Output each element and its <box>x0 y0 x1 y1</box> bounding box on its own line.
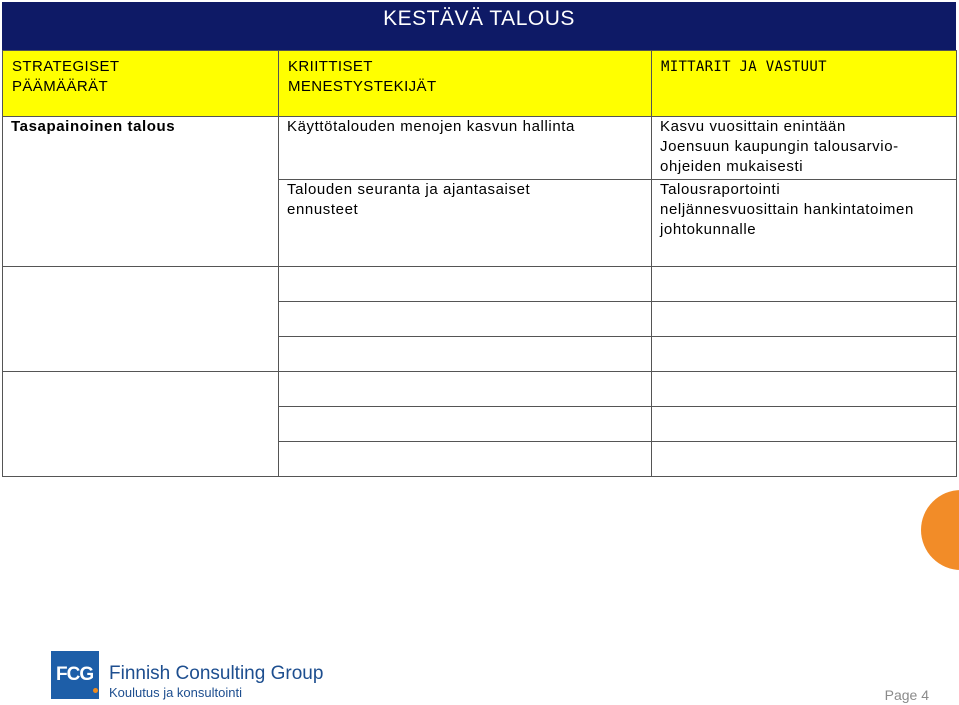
measure-cell: Talousraportointi neljännesvuosittain hankintatoimen johtokunnalle <box>652 180 957 267</box>
header-row <box>3 51 957 117</box>
strategy-table <box>2 50 957 477</box>
company-name: Finnish Consulting Group <box>109 663 324 684</box>
title-bar <box>2 2 956 50</box>
empty-cell <box>279 442 652 477</box>
header-critical-factors: KRIITTISET MENESTYSTEKIJÄT <box>279 51 652 117</box>
empty-cell <box>652 337 957 372</box>
fcg-logo-mark: FCG <box>51 651 99 699</box>
table-row <box>3 117 957 180</box>
empty-cell <box>279 372 652 407</box>
empty-row <box>3 372 957 407</box>
empty-cell <box>652 372 957 407</box>
empty-cell <box>279 337 652 372</box>
page-title: KESTÄVÄ TALOUS <box>383 7 575 30</box>
factor-cell: Käyttötalouden menojen kasvun hallinta <box>279 117 652 180</box>
header-measures: MITTARIT JA VASTUUT <box>652 51 957 117</box>
empty-cell <box>652 267 957 302</box>
empty-cell <box>279 407 652 442</box>
company-tagline: Koulutus ja konsultointi <box>109 685 242 700</box>
measure-cell: Kasvu vuosittain enintään Joensuun kaupungin talousarvio- ohjeiden mukaisesti <box>652 117 957 180</box>
empty-cell <box>652 302 957 337</box>
strategy-sheet <box>2 2 956 476</box>
goal-cell: Tasapainoinen talous <box>3 117 279 267</box>
empty-goal-cell <box>3 267 279 372</box>
logo-dot-icon <box>93 688 98 693</box>
factor-cell: Talouden seuranta ja ajantasaiset ennusteet <box>279 180 652 267</box>
decorative-orange-circle <box>921 490 959 570</box>
empty-cell <box>652 442 957 477</box>
empty-cell <box>279 302 652 337</box>
empty-goal-cell <box>3 372 279 477</box>
empty-cell <box>279 267 652 302</box>
page-number: Page 4 <box>884 687 929 703</box>
empty-row <box>3 267 957 302</box>
header-strategic-goals: STRATEGISET PÄÄMÄÄRÄT <box>3 51 279 117</box>
empty-cell <box>652 407 957 442</box>
